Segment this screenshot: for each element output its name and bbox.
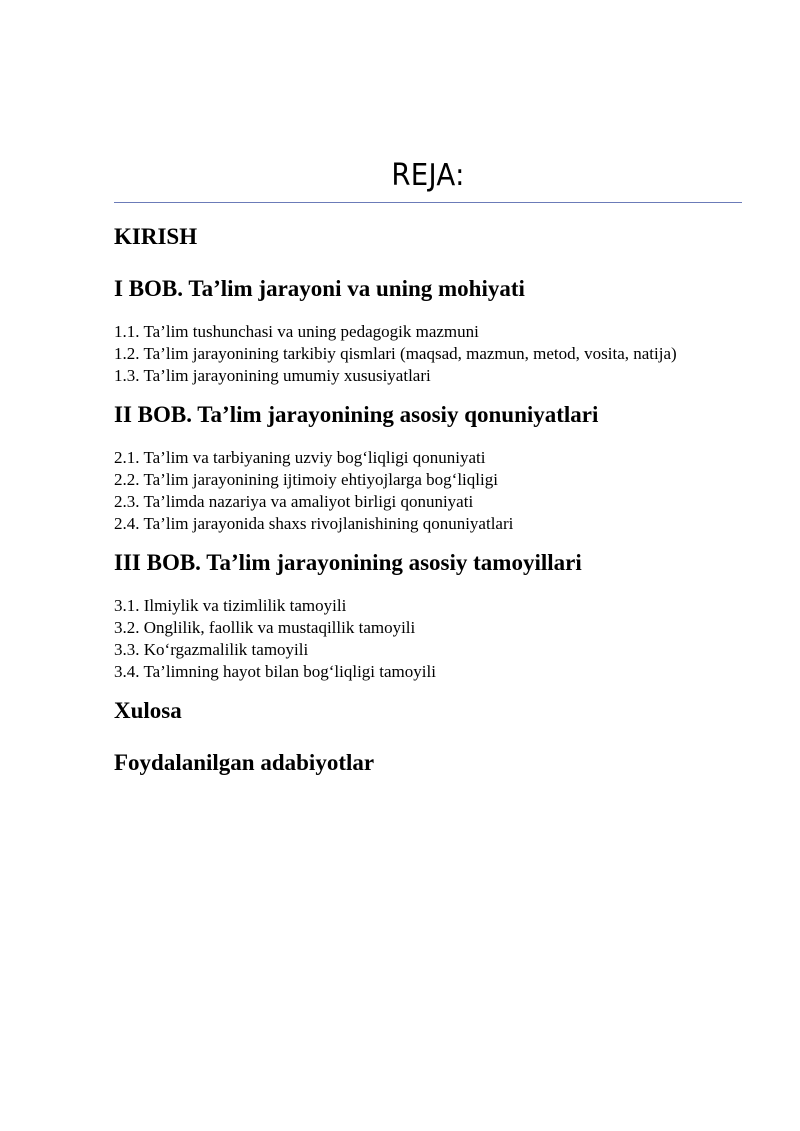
chapter-heading: I BOB. Ta’lim jarayoni va uning mohiyati — [114, 276, 525, 301]
list-item: 3.2. Onglilik, faollik va mustaqillik tamoyili — [114, 618, 416, 637]
chapter-1 — [114, 273, 754, 387]
table-of-contents — [114, 221, 754, 779]
references-heading: Foydalanilgan adabiyotlar — [114, 750, 375, 775]
list-item: 3.4. Ta’limning hayot bilan bog‘liqligi tamoyili — [114, 662, 436, 681]
list-item: 1.1. Ta’lim tushunchasi va uning pedagogik mazmuni — [114, 322, 479, 341]
list-item: 3.3. Ko‘rgazmalilik tamoyili — [114, 640, 309, 659]
chapter-items — [114, 321, 754, 387]
chapter-heading: II BOB. Ta’lim jarayonining asosiy qonuniyatlari — [114, 402, 599, 427]
list-item: 1.2. Ta’lim jarayonining tarkibiy qismlari (maqsad, mazmun, metod, vosita, natija) — [114, 344, 677, 363]
document-title: REJA: — [391, 158, 465, 193]
chapter-2 — [114, 399, 754, 535]
chapter-heading: III BOB. Ta’lim jarayonining asosiy tamoyillari — [114, 550, 582, 575]
chapter-items — [114, 447, 754, 535]
list-item: 3.1. Ilmiylik va tizimlilik tamoyili — [114, 596, 347, 615]
list-item: 2.4. Ta’lim jarayonida shaxs rivojlanishining qonuniyatlari — [114, 514, 514, 533]
list-item: 2.2. Ta’lim jarayonining ijtimoiy ehtiyojlarga bog‘liqligi — [114, 470, 498, 489]
conclusion-heading: Xulosa — [114, 698, 182, 723]
chapter-items — [114, 595, 754, 683]
intro-heading: KIRISH — [114, 224, 198, 249]
list-item: 2.3. Ta’limda nazariya va amaliyot birligi qonuniyati — [114, 492, 474, 511]
list-item: 1.3. Ta’lim jarayonining umumiy xususiyatlari — [114, 366, 431, 385]
list-item: 2.1. Ta’lim va tarbiyaning uzviy bog‘liqligi qonuniyati — [114, 448, 486, 467]
title-underline — [114, 202, 742, 203]
chapter-3 — [114, 547, 754, 683]
